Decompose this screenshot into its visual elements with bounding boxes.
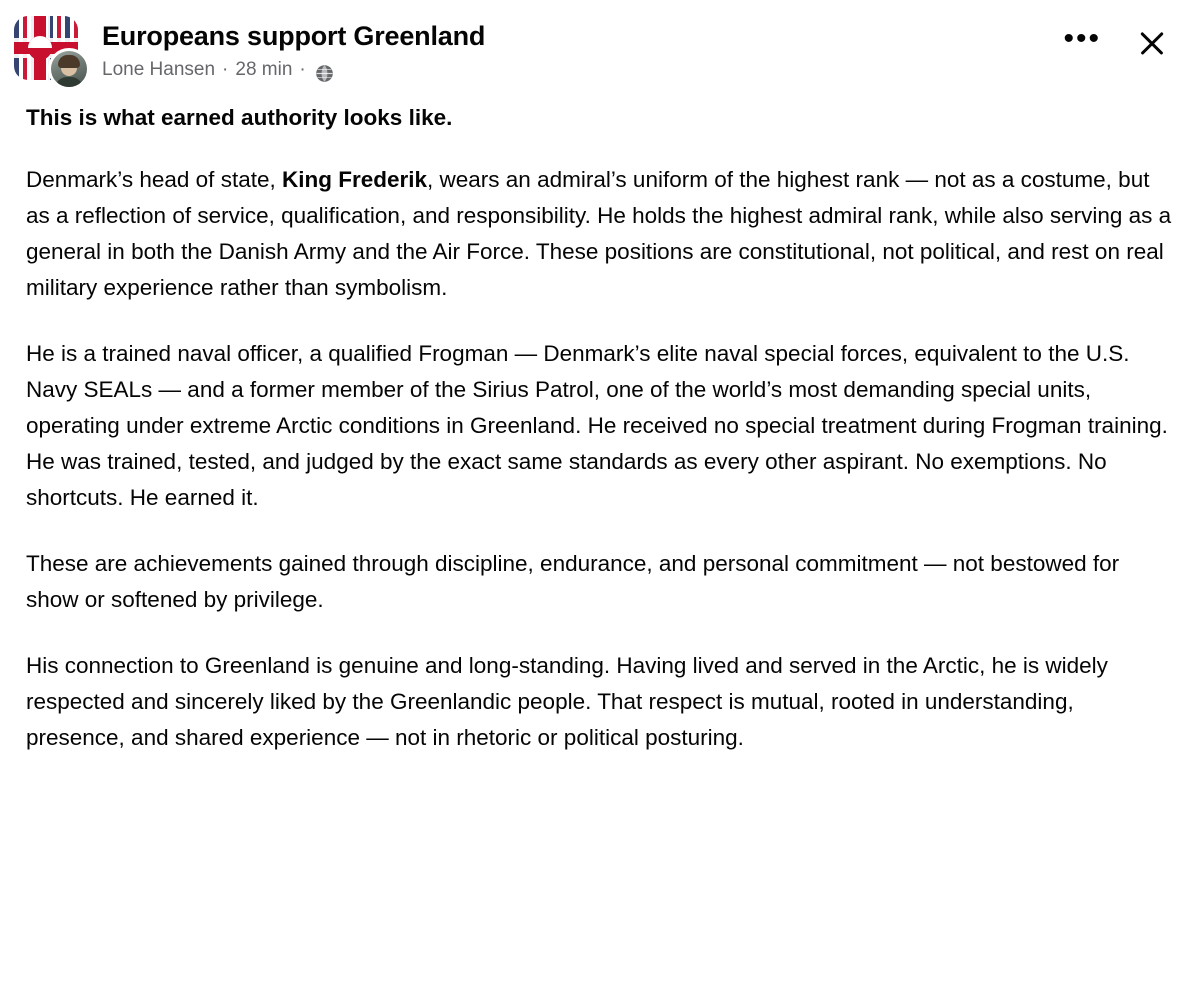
- more-options-icon[interactable]: •••: [1063, 22, 1101, 55]
- group-name[interactable]: Europeans support Greenland: [102, 21, 486, 51]
- post-text: Denmark’s head of state,: [26, 167, 282, 192]
- post-paragraph: [26, 336, 1175, 516]
- avatar[interactable]: [14, 16, 88, 90]
- post-paragraphs: [26, 162, 1175, 756]
- post-text: , wears an admiral’s uniform of the highest rank — not as a costume, but as a reflection of service, qualification, and responsibility. He holds the highest admiral rank, while also serving as a general in both the Danish Army and the Air Force. These positions are constitutional, not political, and rest on real military experience rather than symbolism.: [26, 167, 1172, 300]
- author-avatar-body: [55, 77, 83, 90]
- meta-separator-1: ·: [222, 59, 229, 80]
- post-paragraph: [26, 162, 1175, 306]
- post-header-text: [102, 16, 1061, 81]
- author-avatar-hair: [58, 55, 80, 68]
- post-body: [0, 94, 1199, 756]
- post-text: He is a trained naval officer, a qualified Frogman — Denmark’s elite naval special forces, equivalent to the U.S. Navy SEALs — and a former member of the Sirius Patrol, one of the world’s most demanding special units, operating under extreme Arctic conditions in Greenland. He received no special treatment during Frogman training. He was trained, tested, and judged by the exact same standards as every other aspirant. No exemptions. No shortcuts. He earned it.: [26, 341, 1168, 510]
- globe-icon[interactable]: [315, 64, 334, 83]
- author-name[interactable]: Lone Hansen: [102, 59, 216, 80]
- post-paragraph: [26, 546, 1175, 618]
- post-meta: [102, 59, 1061, 81]
- post-text: His connection to Greenland is genuine and long-standing. Having lived and served in the Arctic, he is widely respected and sincerely liked by the Greenlandic people. That respect is mutual, rooted in understanding, presence, and shared experience — not in rhetoric or political posturing.: [26, 653, 1108, 750]
- author-avatar[interactable]: [48, 48, 90, 90]
- post-lead-text: This is what earned authority looks like.: [26, 105, 453, 130]
- post-timestamp[interactable]: 28 min: [235, 59, 293, 80]
- meta-separator-2: ·: [299, 59, 306, 80]
- post-text-emphasis: King Frederik: [281, 167, 428, 192]
- post-paragraph: [26, 648, 1175, 756]
- post-header-actions: [1061, 16, 1185, 60]
- post-text: These are achievements gained through discipline, endurance, and personal commitment — not bestowed for show or softened by privilege.: [26, 551, 1120, 612]
- post-header: [0, 0, 1199, 94]
- close-icon[interactable]: [1137, 28, 1167, 58]
